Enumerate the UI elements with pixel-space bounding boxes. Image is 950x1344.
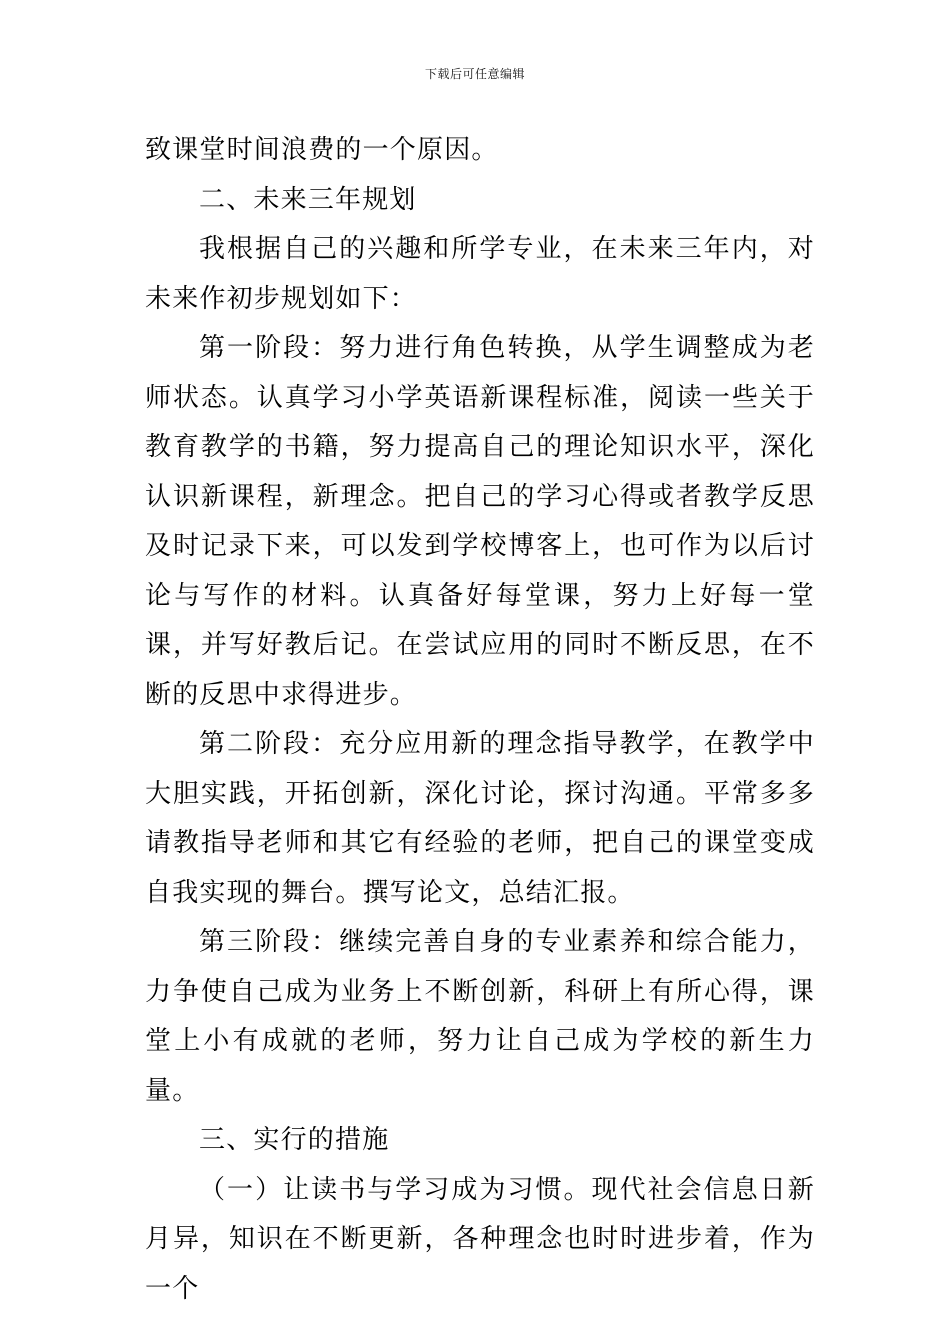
paragraph-measure-one: （一）让读书与学习成为习惯。现代社会信息日新月异，知识在不断更新，各种理念也时时进步着，作为一个 xyxy=(145,1174,815,1304)
paragraph-stage-three: 第三阶段：继续完善自身的专业素养和综合能力，力争使自己成为业务上不断创新，科研上有所心得，课堂上小有成就的老师，努力让自己成为学校的新生力量。 xyxy=(145,927,815,1106)
section-heading-measures: 三、实行的措施 xyxy=(199,1125,390,1155)
paragraph-stage-one: 第一阶段：努力进行角色转换，从学生调整成为老师状态。认真学习小学英语新课程标准，阅读一些关于教育教学的书籍，努力提高自己的理论知识水平，深化认识新课程，新理念。把自己的学习心得或者教学反思及时记录下来，可以发到学校博客上，也可作为以后讨论与写作的材料。认真备好每堂课，努力上好每一堂课，并写好教后记。在尝试应用的同时不断反思，在不断的反思中求得进步。 xyxy=(145,333,815,710)
paragraph-stage-two: 第二阶段：充分应用新的理念指导教学，在教学中大胆实践，开拓创新，深化讨论，探讨沟通。平常多多请教指导老师和其它有经验的老师，把自己的课堂变成自我实现的舞台。撰写论文，总结汇报。 xyxy=(145,729,815,908)
paragraph-continuation: 致课堂时间浪费的一个原因。 xyxy=(145,135,499,165)
page-header: 下载后可任意编辑 xyxy=(424,67,525,81)
document-body xyxy=(145,126,815,1314)
paragraph-plan-intro: 我根据自己的兴趣和所学专业，在未来三年内，对未来作初步规划如下： xyxy=(145,234,815,314)
section-heading-future-plan: 二、未来三年规划 xyxy=(199,184,417,215)
